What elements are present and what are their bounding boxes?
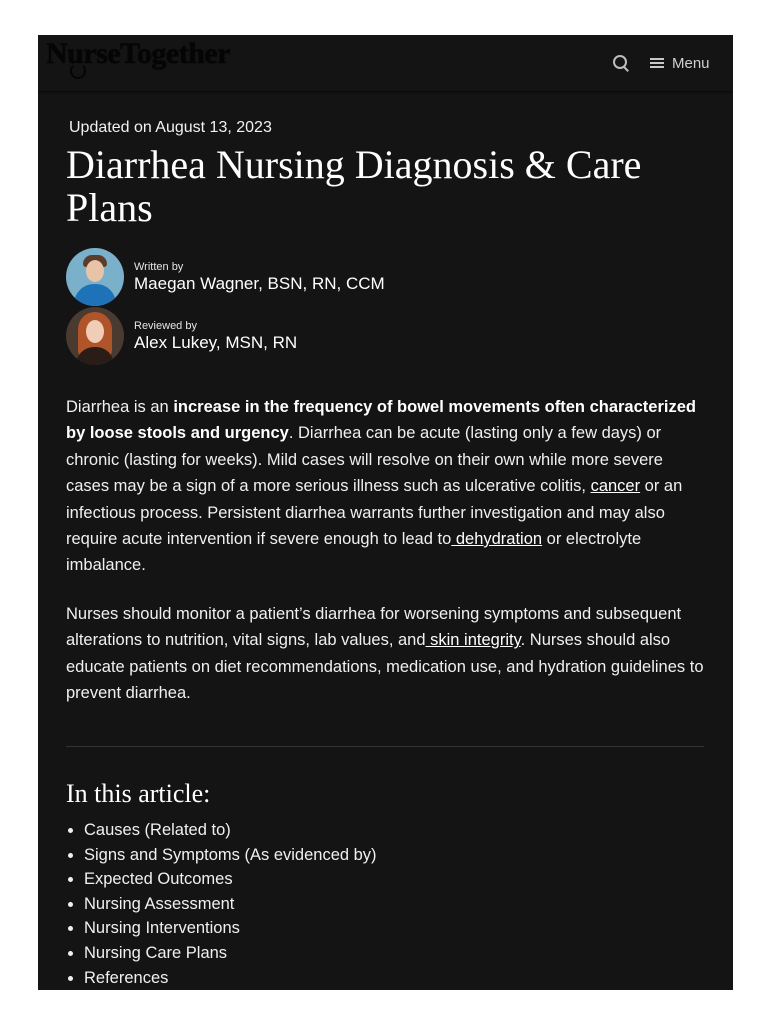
toc-link-signs-symptoms[interactable]: Signs and Symptoms (As evidenced by) bbox=[84, 845, 377, 864]
hamburger-icon bbox=[650, 57, 664, 69]
site-logo[interactable]: NurseTogether bbox=[46, 37, 231, 70]
toc-link-references[interactable]: References bbox=[84, 968, 169, 987]
menu-label: Menu bbox=[672, 54, 710, 72]
toc-link-nursing-interventions[interactable]: Nursing Interventions bbox=[84, 919, 240, 938]
dehydration-link[interactable]: dehydration bbox=[451, 530, 543, 549]
list-item bbox=[84, 843, 377, 868]
author-writer bbox=[66, 248, 385, 306]
list-item bbox=[84, 867, 377, 892]
writer-name[interactable]: Maegan Wagner, BSN, RN, CCM bbox=[134, 273, 385, 293]
list-item bbox=[84, 966, 377, 990]
stethoscope-icon bbox=[70, 63, 86, 79]
reviewer-name[interactable]: Alex Lukey, MSN, RN bbox=[134, 332, 298, 352]
intro-paragraph: Diarrhea is an increase in the frequency of bowel movements often characterized by loose stools and urgency. Diarrhea can be acute (lasting only a few days) or chronic (lasting for weeks). Mild cases will resolve on their own while more severe cases may be a sign of a more serious illness such as ulcerative colitis, cancer or an infectious process. Persistent diarrhea warrants further investigation and may also require acute intervention if severe enough to lead to dehydration or electrolyte imbalance. bbox=[66, 398, 696, 575]
nursing-paragraph: Nurses should monitor a patient’s diarrhea for worsening symptoms and subsequent alterations to nutrition, vital signs, lab values, and skin integrity. Nurses should also educate patients on diet recommendations, medication use, and hydration guidelines to prevent diarrhea. bbox=[66, 605, 704, 703]
updated-date: Updated on August 13, 2023 bbox=[69, 119, 272, 136]
menu-button[interactable] bbox=[650, 52, 710, 74]
toc-list bbox=[66, 818, 377, 990]
list-item bbox=[84, 916, 377, 941]
cancer-link[interactable]: cancer bbox=[590, 477, 641, 496]
definition-highlight: increase in the frequency of bowel movements often characterized by loose stools and urgency bbox=[66, 398, 696, 443]
list-item bbox=[84, 892, 377, 917]
reviewer-role: Reviewed by bbox=[134, 319, 197, 332]
writer-avatar[interactable] bbox=[66, 248, 124, 306]
writer-role: Written by bbox=[134, 260, 184, 273]
site-header bbox=[38, 35, 733, 91]
toc-link-causes[interactable]: Causes (Related to) bbox=[84, 821, 231, 839]
toc-title: In this article: bbox=[66, 779, 211, 808]
author-reviewer bbox=[66, 307, 297, 365]
search-button[interactable] bbox=[611, 53, 631, 73]
list-item bbox=[84, 941, 377, 966]
toc-link-care-plans[interactable]: Nursing Care Plans bbox=[84, 943, 228, 962]
reviewer-avatar[interactable] bbox=[66, 307, 124, 365]
page bbox=[38, 35, 733, 990]
toc-link-expected-outcomes[interactable]: Expected Outcomes bbox=[84, 870, 233, 889]
toc-link-nursing-assessment[interactable]: Nursing Assessment bbox=[84, 894, 235, 913]
page-title: Diarrhea Nursing Diagnosis & Care Plans bbox=[66, 142, 642, 230]
list-item bbox=[84, 818, 377, 843]
section-divider bbox=[66, 746, 704, 747]
skin-integrity-link[interactable]: skin integrity bbox=[425, 631, 521, 650]
